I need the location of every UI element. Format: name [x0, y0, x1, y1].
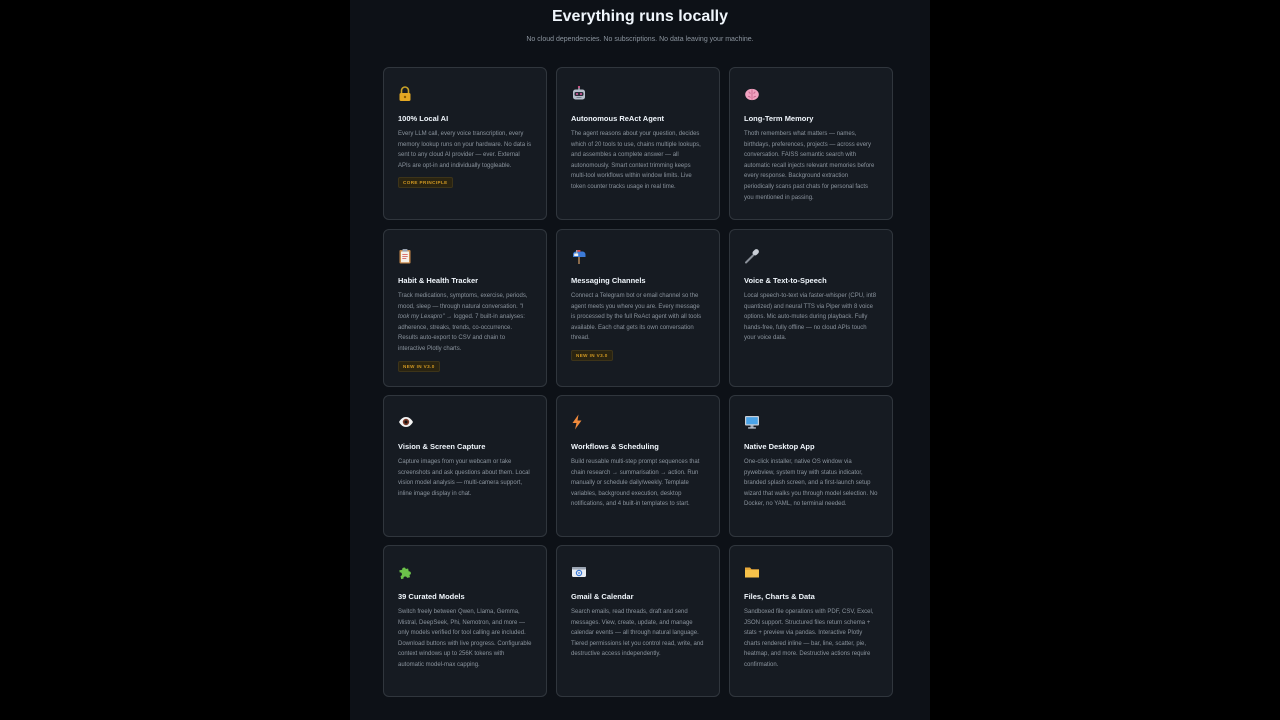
feature-card-voice — [729, 229, 893, 387]
card-description: Build reusable multi-step prompt sequences that chain research → summarisation → action. Run manually or schedule daily/weekly. Template variables, background execution, desktop notifications, and 4 built-in templates to start. — [571, 459, 700, 508]
card-title: Habit & Health Tracker — [398, 276, 479, 285]
card-title: Native Desktop App — [744, 442, 815, 451]
status-badge: NEW IN V3.0 — [571, 350, 613, 361]
eye-icon — [398, 414, 414, 430]
card-title: Workflows & Scheduling — [571, 442, 659, 451]
card-title: Autonomous ReAct Agent — [571, 114, 665, 123]
lightning-icon — [571, 414, 587, 430]
feature-card-gmail-calendar — [556, 545, 720, 697]
card-title: Voice & Text-to-Speech — [744, 276, 827, 285]
card-description: Connect a Telegram bot or email channel so the agent meets you where you are. Every message is processed by the full ReAct agent with all tools available. Each chat gets its own conversation thread. — [571, 293, 702, 342]
brain-icon — [744, 86, 760, 102]
card-description: Thoth remembers what matters — names, birthdays, preferences, projects — across every conversation. FAISS semantic search with automatic recall injects relevant memories before every response. Background extraction periodically scans past chats for personal facts you mentioned in passing. — [744, 131, 875, 201]
desktop-icon — [744, 414, 760, 430]
status-badge: NEW IN V3.0 — [398, 361, 440, 372]
puzzle-icon — [398, 564, 414, 580]
card-description: One-click installer, native OS window via pywebview, system tray with status indicator, branded splash screen, and a first-launch setup wizard that walks you through model selection. No Docker, no YAML, no terminal needed. — [744, 459, 878, 508]
feature-card-vision — [383, 395, 547, 537]
clipboard-icon — [398, 248, 414, 264]
folder-icon — [744, 564, 760, 580]
card-description: Track medications, symptoms, exercise, periods, mood, sleep — through natural conversation. "I took my Lexapro" → logged. 7 built-in analyses: adherence, streaks, trends, co-occurrence. Results auto-export to CSV and chain to interactive Plotly charts. — [398, 293, 528, 352]
feature-card-desktop-app — [729, 395, 893, 537]
card-title: Long-Term Memory — [744, 114, 814, 123]
card-title: 100% Local AI — [398, 114, 449, 123]
card-title: Gmail & Calendar — [571, 592, 634, 601]
mailbox-icon — [571, 248, 587, 264]
card-title: Messaging Channels — [571, 276, 646, 285]
lock-icon — [398, 86, 414, 102]
feature-card-local-ai — [383, 67, 547, 220]
status-badge: CORE PRINCIPLE — [398, 177, 453, 188]
card-description: The agent reasons about your question, decides which of 20 tools to use, chains multiple lookups, and assembles a complete answer — all autonomously. Smart context trimming keeps multi-tool workflows within window limits. Live token counter tracks usage in real time. — [571, 131, 701, 190]
feature-card-messaging — [556, 229, 720, 387]
card-description: Switch freely between Qwen, Llama, Gemma, Mistral, DeepSeek, Phi, Nemotron, and more — only models verified for tool calling are included. Download buttons with live progress. Configurable context windows up to 256K tokens with automatic model-max capping. — [398, 609, 532, 668]
card-title: Vision & Screen Capture — [398, 442, 486, 451]
card-description: Local speech-to-text via faster-whisper (CPU, int8 quantized) and neural TTS via Piper with 8 voice options. Mic auto-mutes during playback. Fully hands-free, fully offline — no cloud APIs touch your voice data. — [744, 293, 877, 342]
feature-card-habit-tracker — [383, 229, 547, 387]
robot-icon — [571, 86, 587, 102]
card-title: 39 Curated Models — [398, 592, 465, 601]
page-title: Everything runs locally — [551, 8, 729, 25]
card-description: Search emails, read threads, draft and send messages. View, create, update, and manage calendar events — all through natural language. Tiered permissions let you control read, write, and destructive access independently. — [571, 609, 704, 658]
feature-card-models — [383, 545, 547, 697]
feature-card-files-charts — [729, 545, 893, 697]
card-description: Sandboxed file operations with PDF, CSV, Excel, JSON support. Structured files return schema + stats + preview via pandas. Interactive Plotly charts rendered inline — bar, line, scatter, pie, heatmap, and more. Destructive actions require confirmation. — [744, 609, 874, 668]
microphone-icon — [744, 248, 760, 264]
card-description: Capture images from your webcam or take screenshots and ask questions about them. Local vision model analysis — multi-camera support, inline image display in chat. — [398, 459, 530, 497]
page-subtitle: No cloud dependencies. No subscriptions. No data leaving your machine. — [526, 36, 754, 43]
card-description: Every LLM call, every voice transcription, every memory lookup runs on your hardware. No data is sent to any cloud AI provider — ever. External APIs are opt-in and individually toggleable. — [398, 131, 532, 169]
feature-card-memory — [729, 67, 893, 220]
card-title: Files, Charts & Data — [744, 592, 815, 601]
feature-card-workflows — [556, 395, 720, 537]
feature-card-react-agent — [556, 67, 720, 220]
calendar-icon — [571, 564, 587, 580]
